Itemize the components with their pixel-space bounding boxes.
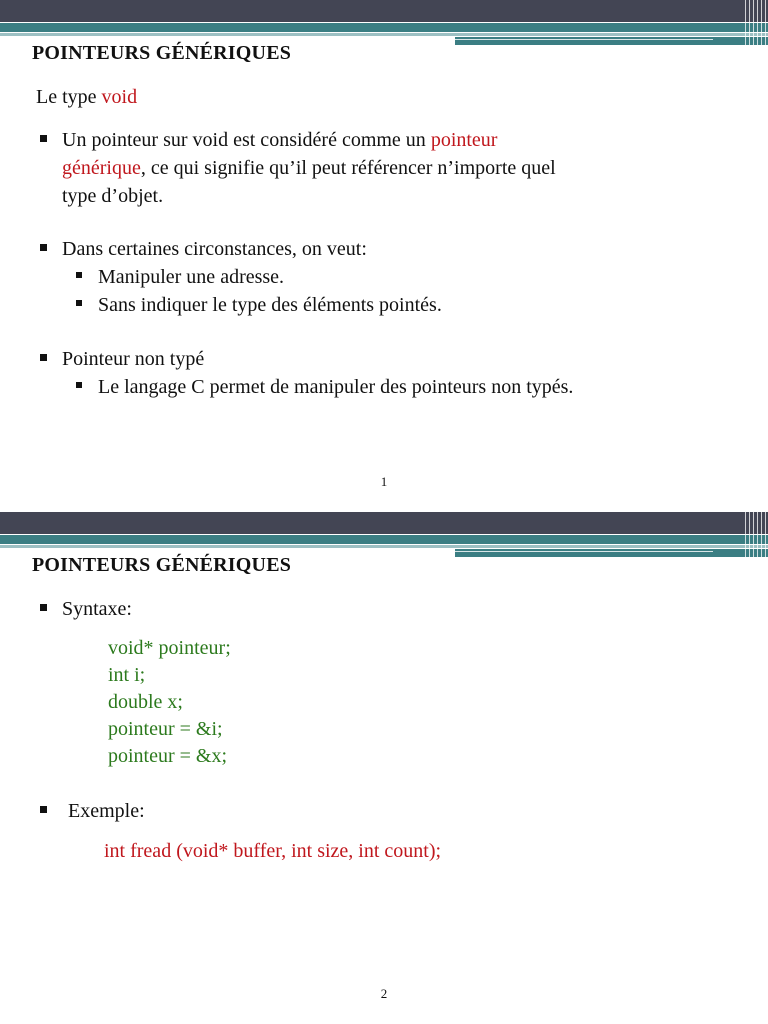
page-number: 1 (380, 474, 388, 489)
header-stripes (742, 512, 768, 557)
header-accent-line (455, 551, 713, 552)
bullet1-highlight-a: pointeur (430, 129, 498, 151)
slide-title: POINTEURS GÉNÉRIQUES (32, 42, 292, 64)
code-line: pointeur = &i; (108, 718, 223, 740)
bullet2-text: Dans certaines circonstances, on veut: (62, 238, 367, 260)
bullet1-text-b: , ce qui signifie qu’il peut référencer n’importe quel (140, 157, 556, 179)
bullet-marker (40, 244, 47, 251)
header-light-band (0, 33, 768, 36)
header-band (0, 0, 768, 22)
sub-bullet-marker (76, 300, 82, 306)
code-line: int i; (108, 664, 146, 686)
bullet1-highlight-b: générique (62, 157, 141, 179)
example-label: Exemple: (68, 800, 145, 822)
bullet1-line3: type d’objet. (62, 185, 164, 207)
code-line: double x; (108, 691, 183, 713)
code-line: pointeur = &x; (108, 745, 228, 767)
header-light-band (0, 545, 768, 548)
syntax-label: Syntaxe: (62, 598, 132, 620)
bullet-marker (40, 604, 47, 611)
bullet3-sub1: Le langage C permet de manipuler des pointeurs non typés. (98, 376, 574, 398)
header-stripes (742, 0, 768, 45)
sub-bullet-marker (76, 382, 82, 388)
sub-bullet-marker (76, 272, 82, 278)
intro-keyword: void (101, 86, 138, 108)
bullet2-sub1: Manipuler une adresse. (98, 266, 285, 288)
bullet2-sub2: Sans indiquer le type des éléments pointés. (98, 294, 442, 316)
slide-title: POINTEURS GÉNÉRIQUES (32, 554, 292, 576)
header-accent-band (0, 23, 768, 32)
intro-text (36, 87, 137, 107)
bullet-marker (40, 135, 47, 142)
header-band (0, 512, 768, 534)
bullet3-text: Pointeur non typé (62, 348, 205, 370)
bullet1-line1 (62, 130, 497, 150)
header-accent-band (0, 535, 768, 544)
slide-2 (0, 512, 768, 1024)
intro-prefix: Le type (36, 86, 102, 108)
bullet1-line2 (62, 158, 556, 178)
example-code: int fread (void* buffer, int size, int count); (104, 840, 442, 862)
code-line: void* pointeur; (108, 637, 231, 659)
page-number: 2 (380, 986, 388, 1001)
bullet-marker (40, 806, 47, 813)
header-accent-line (455, 39, 713, 40)
bullet-marker (40, 354, 47, 361)
bullet1-text-a: Un pointeur sur void est considéré comme un (62, 129, 431, 151)
